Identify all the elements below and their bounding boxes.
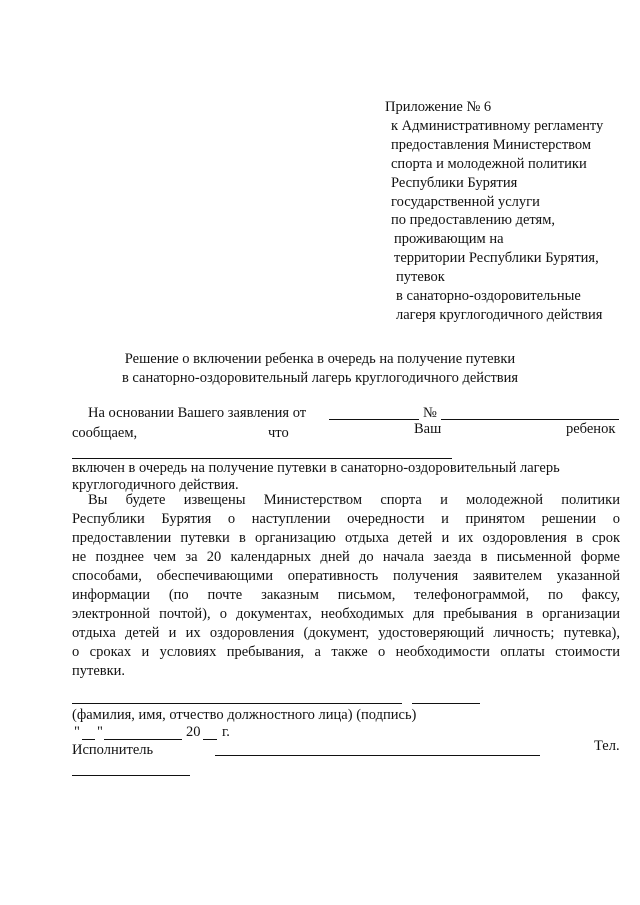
number-sign: № [423, 405, 437, 421]
date-year-field[interactable] [203, 739, 217, 740]
date-suffix: г. [222, 724, 230, 740]
executor-label: Исполнитель [72, 742, 154, 758]
executor-name-field[interactable] [215, 755, 540, 756]
included-line: включен в очередь на получение путевки в санаторно-оздоровительный лагерь [72, 460, 560, 476]
official-name-field[interactable] [72, 703, 402, 704]
appendix-line: государственной услуги [391, 193, 540, 210]
notice-line: не позднее чем за 20 календарных дней до начала заезда в письменной форме [72, 549, 620, 565]
title-line-1: Решение о включении ребенка в очередь на получение путевки [124, 351, 516, 367]
date-quote-close: " [97, 724, 103, 740]
appendix-line: в санаторно-оздоровительные [396, 288, 581, 305]
notice-line: Вы будете извещены Министерством спорта и молодежной политики [88, 492, 620, 508]
date-year: 20 [186, 724, 201, 740]
inform-word: сообщаем, [72, 425, 138, 441]
appendix-line: лагеря круглогодичного действия [396, 306, 603, 323]
appendix-line: Приложение № 6 [385, 99, 492, 115]
included-line: круглогодичного действия. [72, 477, 239, 493]
appendix-line: путевок [396, 269, 445, 286]
appendix-line: по предоставлению детям, [391, 212, 555, 229]
appendix-header [385, 98, 630, 325]
notice-paragraph [72, 491, 620, 681]
inform-word: Ваш [414, 421, 442, 437]
notice-line: предоставлении путевки в организацию отдыха детей и их оздоровления в срок [72, 530, 620, 546]
date-day-field[interactable] [82, 739, 95, 740]
inform-word: ребенок [566, 421, 616, 437]
application-date-field[interactable] [329, 419, 419, 420]
appendix-line: проживающим на [394, 231, 504, 248]
appendix-line: спорта и молодежной политики [391, 155, 587, 172]
appendix-line: к Административному регламенту [391, 117, 604, 134]
appendix-line: предоставления Министерством [391, 136, 592, 153]
notice-line: о сроках и условиях пребывания, а также о необходимости оплаты стоимости [72, 644, 620, 660]
document-title [0, 350, 640, 388]
notice-line: электронной почтой), о документах, необходимых для пребывания в организации [72, 606, 620, 622]
notice-line: Республики Бурятия о наступлении очередности и принятом решении о [72, 511, 620, 527]
basis-prefix: На основании Вашего заявления от [88, 405, 307, 421]
signature-caption: (фамилия, имя, отчество должностного лица) (подпись) [72, 707, 417, 723]
signature-field[interactable] [412, 703, 480, 704]
appendix-line: Республики Бурятия [391, 174, 518, 191]
notice-line: путевки. [72, 663, 126, 679]
date-month-field[interactable] [104, 739, 182, 740]
title-line-2: в санаторно-оздоровительный лагерь круглогодичного действия [121, 370, 519, 386]
notice-line: информации (по почте заказным письмом, телефонограммой, по факсу, [72, 587, 620, 603]
executor-phone-field[interactable] [72, 775, 190, 776]
notice-line: способами, обеспечивающими оперативность получения заявителем указанной [72, 568, 620, 584]
date-quote-open: " [74, 724, 80, 740]
notice-line: отдыха детей и их оздоровления (документ, удостоверяющий личность; путевка), [72, 625, 620, 641]
appendix-line: территории Республики Бурятия, [394, 250, 599, 267]
inform-word: что [268, 425, 289, 441]
phone-label: Тел. [594, 738, 620, 754]
